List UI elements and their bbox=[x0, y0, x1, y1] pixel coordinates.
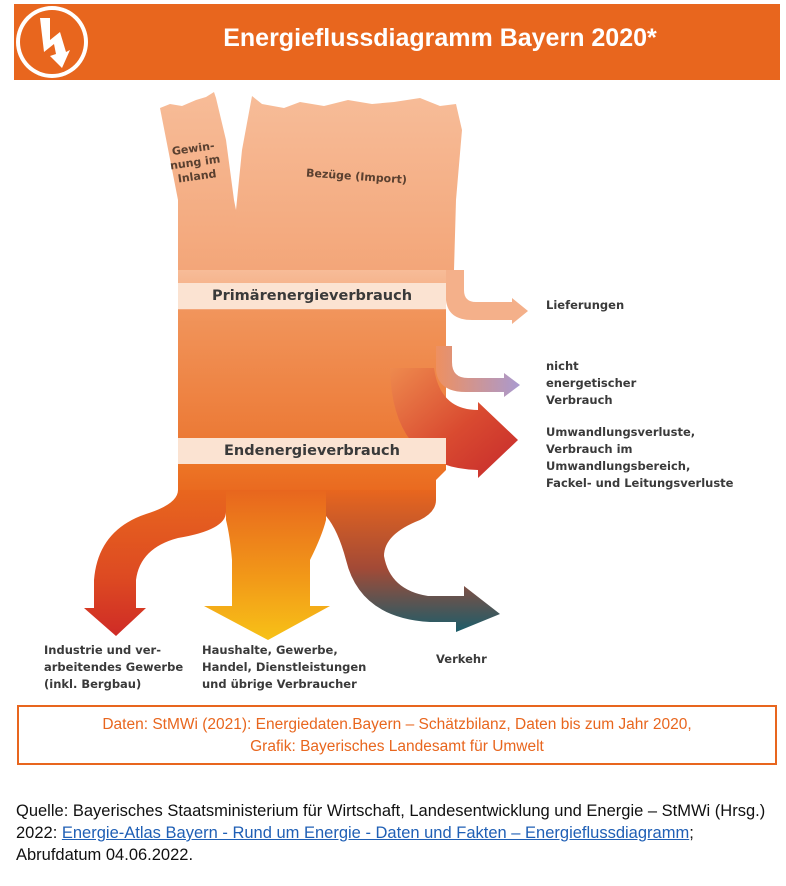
deliveries-label: Lieferungen bbox=[546, 298, 625, 312]
citation bbox=[16, 800, 776, 866]
transport-flow bbox=[326, 490, 500, 632]
primary-energy-band: Primärenergieverbrauch bbox=[178, 283, 446, 309]
data-source-box bbox=[17, 705, 777, 765]
households-label: Haushalte, Gewerbe, Handel, Dienstleistungen und übrige Verbraucher bbox=[202, 643, 367, 691]
losses-label: Umwandlungsverluste, Verbrauch im Umwandlungsbereich, Fackel- und Leitungsverluste bbox=[546, 425, 734, 490]
industry-flow bbox=[84, 490, 226, 636]
import-label: Bezüge (Import) bbox=[305, 166, 408, 187]
non-energetic-flow bbox=[436, 346, 520, 397]
non-energetic-label: nicht energetischer Verbrauch bbox=[546, 359, 637, 407]
domestic-production-label: Gewin- nung im Inland bbox=[169, 139, 222, 186]
transport-label: Verkehr bbox=[436, 652, 487, 666]
citation-suffix: ; Abrufdatum 04.06.2022. bbox=[16, 824, 694, 864]
citation-prefix: Quelle: Bayerisches Staatsministerium für Wirtschaft, Landesentwicklung und Energie – StMWi (Hrsg.) 2022: bbox=[16, 802, 766, 842]
final-energy-band: Endenergieverbrauch bbox=[178, 438, 446, 464]
data-source-line-2: Grafik: Bayerisches Landesamt für Umwelt bbox=[250, 738, 544, 755]
citation-link[interactable]: Energie-Atlas Bayern - Rund um Energie - Daten und Fakten – Energieflussdiagramm bbox=[61, 824, 690, 842]
industry-label: Industrie und ver- arbeitendes Gewerbe (inkl. Bergbau) bbox=[44, 643, 184, 691]
deliveries-flow bbox=[446, 270, 528, 324]
data-source-line-1: Daten: StMWi (2021): Energiedaten.Bayern – Schätzbilanz, Daten bis zum Jahr 2020, bbox=[102, 716, 692, 733]
page-title: Energieflussdiagramm Bayern 2020* bbox=[223, 24, 657, 52]
